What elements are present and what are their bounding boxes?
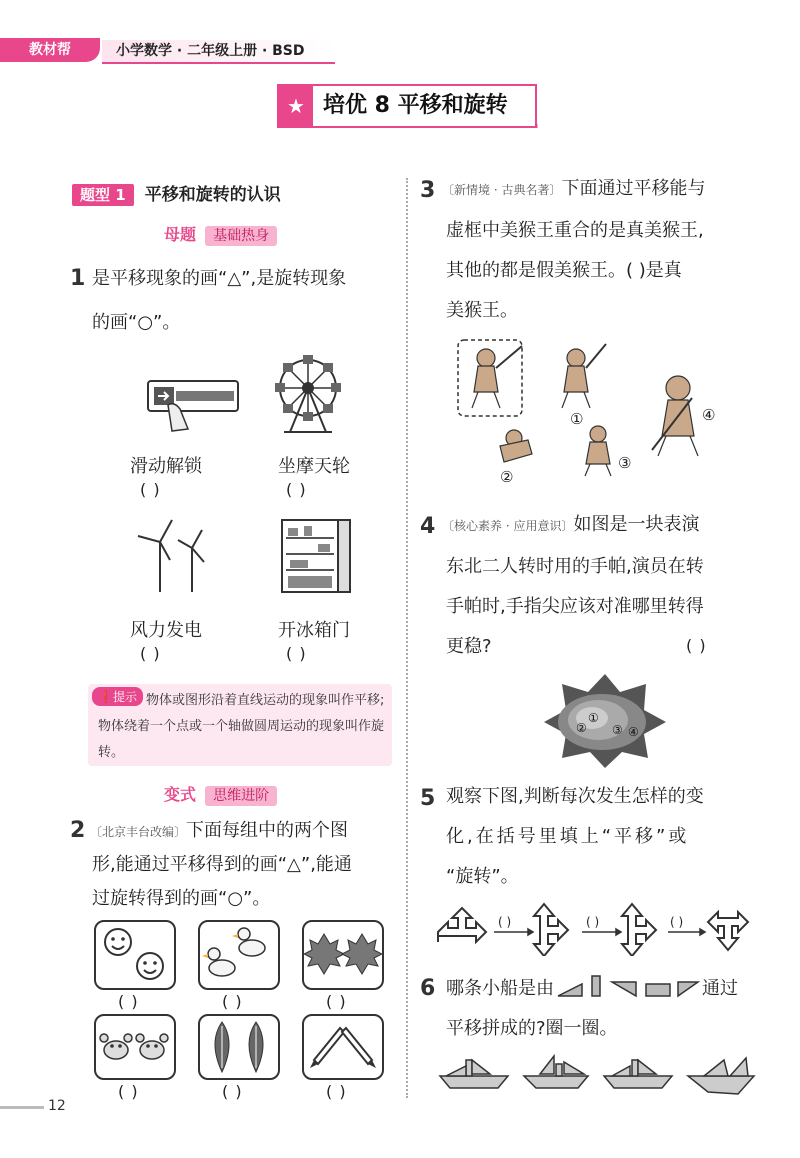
q3-line-2: 虚框中美猴王重合的是真美猴王,: [446, 220, 704, 241]
q4-label-4: ④: [628, 725, 639, 739]
q3-label-1: ①: [570, 410, 584, 428]
q4-number: 4: [420, 514, 436, 539]
section-header: [72, 180, 281, 205]
q5-blank-2[interactable]: ( ): [586, 915, 600, 929]
q6-line-1-start: 哪条小船是由: [446, 978, 554, 999]
q2-pair-smileys: [94, 920, 176, 990]
lesson-title-box: [277, 84, 537, 128]
q3-label-3: ③: [618, 454, 632, 472]
q5-line-1: 观察下图,判断每次发生怎样的变: [446, 786, 704, 807]
q2-answer-6[interactable]: ( ): [326, 1082, 347, 1101]
q4-label-3: ③: [612, 723, 623, 737]
q3-line-4: 美猴王。: [446, 300, 518, 321]
fridge-image: [280, 518, 352, 594]
q2-line-1-text: 下面每组中的两个图: [186, 820, 349, 841]
q2-source: 〔北京丰台改编〕: [90, 825, 187, 839]
q1-answer-3[interactable]: ( ): [140, 644, 161, 663]
q3-number: 3: [420, 178, 436, 203]
q1-line-1: 是平移现象的画“△”,是旋转现象: [92, 268, 347, 289]
section-title: 平移和旋转的认识: [144, 185, 281, 205]
q4-label-1: ①: [588, 711, 599, 725]
q2-answer-3[interactable]: ( ): [326, 992, 347, 1011]
q2-line-3: 过旋转得到的画“○”。: [92, 888, 271, 909]
sub-header-1: [164, 222, 277, 245]
ferris-wheel-image: [266, 354, 350, 434]
q5-blank-3[interactable]: ( ): [670, 915, 684, 929]
q5-line-3: “旋转”。: [446, 866, 519, 887]
q2-pair-ducks: [198, 920, 280, 990]
q4-line-3: 手帕时,手指尖应该对准哪里转得: [446, 596, 704, 617]
q3-label-4: ④: [702, 406, 716, 424]
q5-blank-1[interactable]: ( ): [498, 915, 512, 929]
q4-source: 〔核心素养 · 应用意识〕: [442, 519, 574, 533]
q2-answer-4[interactable]: ( ): [118, 1082, 139, 1101]
q4-line-1-text: 如图是一块表演: [573, 514, 700, 535]
handkerchief-figure: [540, 670, 670, 770]
q3-line-1: [442, 170, 705, 209]
tip-label: ❗提示: [92, 687, 143, 706]
q2-answer-5[interactable]: ( ): [222, 1082, 243, 1101]
tip-text: 物体或图形沿着直线运动的现象叫作平移;物体绕着一个点或一个轴做圆周运动的现象叫作旋转。: [98, 693, 385, 760]
page-number: 12: [48, 1098, 66, 1114]
q1-caption-3: 风力发电: [130, 620, 202, 641]
boat-2[interactable]: [524, 1056, 588, 1088]
q6-boats: [436, 1054, 758, 1098]
q6-piece-shapes: [556, 972, 700, 1002]
q1-caption-2: 坐摩天轮: [278, 456, 350, 477]
q4-line-4: 更稳?: [446, 636, 492, 657]
q3-source: 〔新情境 · 古典名著〕: [442, 183, 562, 197]
book-title: 小学数学 · 二年级上册 · BSD: [102, 40, 335, 64]
q2-answer-2[interactable]: ( ): [222, 992, 243, 1011]
sub-badge-1: 基础热身: [205, 226, 277, 246]
q2-line-2: 形,能通过平移得到的画“△”,能通: [92, 854, 352, 875]
q3-line-3: 其他的都是假美猴王。( )是真: [446, 260, 682, 281]
q1-answer-2[interactable]: ( ): [286, 480, 307, 499]
q6-line-1-end: 通过: [702, 978, 738, 999]
brand-label: 教材帮: [0, 38, 100, 62]
sub-label-2: 变式: [164, 785, 197, 804]
boat-3[interactable]: [604, 1060, 672, 1088]
q2-pair-leaves: [302, 920, 384, 990]
star-icon: ★: [279, 86, 313, 126]
q5-arrow-sequence: [436, 902, 758, 956]
q5-number: 5: [420, 786, 436, 811]
q1-number: 1: [70, 266, 86, 291]
q3-line-1-text: 下面通过平移能与: [561, 178, 706, 199]
q1-line-2: 的画“○”。: [92, 312, 181, 333]
q6-line-2: 平移拼成的?圈一圈。: [446, 1018, 618, 1039]
q5-line-2: 化,在括号里填上“平移”或: [446, 826, 690, 847]
sub-header-2: [164, 782, 277, 805]
q6-number: 6: [420, 976, 436, 1001]
column-divider: [406, 178, 408, 1098]
sub-label-1: 母题: [164, 225, 197, 244]
section-tag: 题型 1: [72, 184, 134, 206]
q1-caption-4: 开冰箱门: [278, 620, 350, 641]
q1-answer-1[interactable]: ( ): [140, 480, 161, 499]
q4-line-2: 东北二人转时用的手帕,演员在转: [446, 556, 704, 577]
q2-pair-feathers: [198, 1014, 280, 1080]
lesson-title: 培优 8 平移和旋转: [323, 93, 508, 118]
q3-label-2: ②: [500, 468, 514, 486]
slide-unlock-image: [146, 377, 240, 433]
q4-label-2: ②: [576, 721, 587, 735]
q2-number: 2: [70, 818, 86, 843]
q1-answer-4[interactable]: ( ): [286, 644, 307, 663]
q1-caption-1: 滑动解锁: [130, 456, 202, 477]
boat-4[interactable]: [688, 1058, 754, 1094]
wind-turbine-image: [134, 512, 212, 594]
q4-line-1: [442, 506, 699, 545]
q4-answer[interactable]: ( ): [686, 636, 707, 655]
boat-1[interactable]: [440, 1060, 508, 1088]
q2-pair-pens: [302, 1014, 384, 1080]
q2-pair-crabs: [94, 1014, 176, 1080]
sub-badge-2: 思维进阶: [205, 786, 277, 806]
q2-answer-1[interactable]: ( ): [118, 992, 139, 1011]
monkey-king-figure: [456, 338, 746, 498]
page-bar: [0, 1106, 44, 1109]
